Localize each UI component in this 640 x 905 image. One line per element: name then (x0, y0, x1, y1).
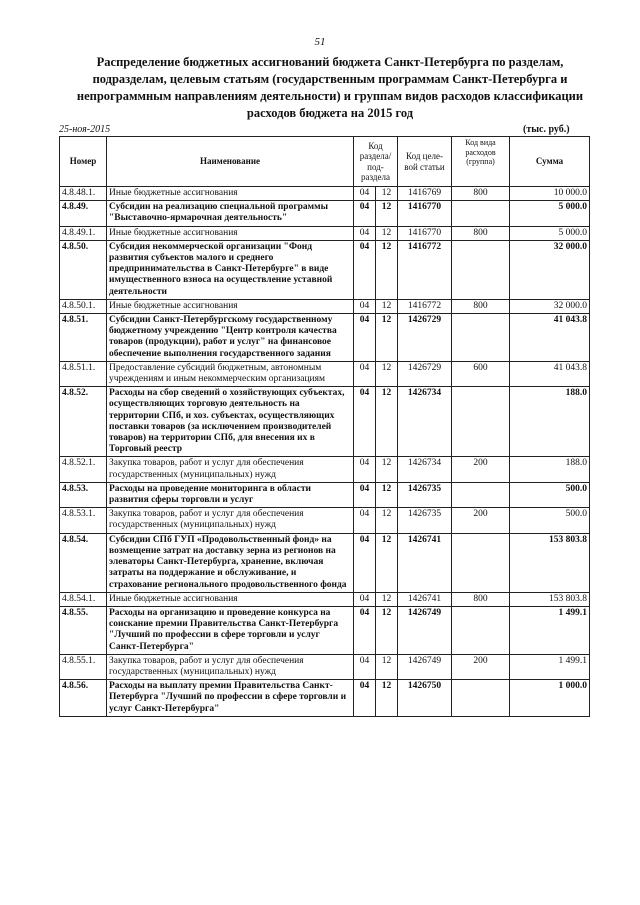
row-name: Субсидия некоммерческой организации "Фонд развития субъектов малого и среднего предпринимательства в Санкт-Петербурге" в виде имущественного взноса на осуществление уставной деятельности (107, 240, 354, 299)
row-article: 1426729 (398, 314, 452, 362)
row-number: 4.8.55. (60, 606, 107, 654)
row-sum: 500.0 (510, 508, 590, 533)
row-number: 4.8.52.1. (60, 457, 107, 482)
row-sum: 41 043.8 (510, 314, 590, 362)
row-subsection: 12 (376, 361, 398, 386)
row-expense-type: 800 (452, 592, 510, 606)
row-section: 04 (354, 654, 376, 679)
header-sum: Сумма (510, 137, 590, 187)
budget-table (59, 136, 590, 717)
row-section: 04 (354, 508, 376, 533)
table-row (60, 187, 590, 201)
row-expense-type (452, 533, 510, 592)
row-section: 04 (354, 680, 376, 717)
document-title: Распределение бюджетных ассигнований бюджета Санкт-Петербурга по разделам, подразделам, целевым статьям (государственным программам Санкт-Петербурга и непрограммным направлениям деятельности) и группам видов расходов классификации расходов бюджета на 2015 год (76, 55, 584, 120)
row-expense-type (452, 482, 510, 507)
header-article: Код целе- вой статьи (398, 137, 452, 187)
row-number: 4.8.53.1. (60, 508, 107, 533)
row-section: 04 (354, 533, 376, 592)
row-expense-type: 200 (452, 654, 510, 679)
row-section: 04 (354, 201, 376, 226)
row-subsection: 12 (376, 187, 398, 201)
row-article: 1426729 (398, 361, 452, 386)
table-row (60, 592, 590, 606)
row-section: 04 (354, 457, 376, 482)
row-section: 04 (354, 240, 376, 299)
row-number: 4.8.48.1. (60, 187, 107, 201)
table-row (60, 314, 590, 362)
row-subsection: 12 (376, 299, 398, 313)
row-article: 1426735 (398, 508, 452, 533)
row-sum: 153 803.8 (510, 592, 590, 606)
row-expense-type: 600 (452, 361, 510, 386)
table-row (60, 606, 590, 654)
row-name: Закупка товаров, работ и услуг для обеспечения государственных (муниципальных) нужд (107, 457, 354, 482)
row-expense-type: 800 (452, 187, 510, 201)
row-article: 1426735 (398, 482, 452, 507)
row-subsection: 12 (376, 592, 398, 606)
row-name: Расходы на организацию и проведение конкурса на соискание премии Правительства Санкт-Петербурга "Лучший по профессии в сфере торговли и услуг Санкт-Петербурга" (107, 606, 354, 654)
row-expense-type (452, 201, 510, 226)
row-expense-type (452, 387, 510, 457)
row-number: 4.8.53. (60, 482, 107, 507)
row-sum: 188.0 (510, 387, 590, 457)
row-name: Расходы на сбор сведений о хозяйствующих субъектах, осуществляющих торговую деятельность на территории СПб, и хоз. субъектах, осуществляющих поставки товаров (за исключением производителей товаров) на территории СПб, для внесения их в Торговый реестр (107, 387, 354, 457)
row-number: 4.8.51.1. (60, 361, 107, 386)
row-number: 4.8.54. (60, 533, 107, 592)
row-section: 04 (354, 592, 376, 606)
row-expense-type (452, 606, 510, 654)
row-name: Иные бюджетные ассигнования (107, 592, 354, 606)
row-number: 4.8.52. (60, 387, 107, 457)
row-expense-type: 800 (452, 226, 510, 240)
row-subsection: 12 (376, 240, 398, 299)
row-name: Иные бюджетные ассигнования (107, 187, 354, 201)
table-body (60, 187, 590, 717)
header-name: Наименование (107, 137, 354, 187)
row-number: 4.8.54.1. (60, 592, 107, 606)
row-sum: 1 000.0 (510, 680, 590, 717)
table-row (60, 654, 590, 679)
row-name: Расходы на выплату премии Правительства Санкт-Петербурга "Лучший по профессии в сфере торговли и услуг Санкт-Петербурга" (107, 680, 354, 717)
row-sum: 1 499.1 (510, 606, 590, 654)
row-number: 4.8.50. (60, 240, 107, 299)
row-section: 04 (354, 299, 376, 313)
row-number: 4.8.55.1. (60, 654, 107, 679)
table-row (60, 201, 590, 226)
row-article: 1416770 (398, 201, 452, 226)
row-article: 1426741 (398, 592, 452, 606)
document-date: 25-ноя-2015 (59, 124, 111, 135)
row-subsection: 12 (376, 533, 398, 592)
row-section: 04 (354, 387, 376, 457)
row-subsection: 12 (376, 201, 398, 226)
row-sum: 153 803.8 (510, 533, 590, 592)
table-row (60, 533, 590, 592)
row-number: 4.8.49. (60, 201, 107, 226)
row-article: 1426734 (398, 387, 452, 457)
row-name: Субсидии на реализацию специальной программы "Выставочно-ярмарочная деятельность" (107, 201, 354, 226)
row-number: 4.8.51. (60, 314, 107, 362)
row-name: Иные бюджетные ассигнования (107, 299, 354, 313)
row-subsection: 12 (376, 654, 398, 679)
table-row (60, 508, 590, 533)
row-article: 1426734 (398, 457, 452, 482)
table-row (60, 240, 590, 299)
table-row (60, 387, 590, 457)
row-name: Расходы на проведение мониторинга в области развития сферы торговли и услуг (107, 482, 354, 507)
row-subsection: 12 (376, 226, 398, 240)
row-section: 04 (354, 226, 376, 240)
row-name: Закупка товаров, работ и услуг для обеспечения государственных (муниципальных) нужд (107, 508, 354, 533)
row-section: 04 (354, 361, 376, 386)
row-article: 1426741 (398, 533, 452, 592)
row-name: Закупка товаров, работ и услуг для обеспечения государственных (муниципальных) нужд (107, 654, 354, 679)
row-section: 04 (354, 606, 376, 654)
row-sum: 188.0 (510, 457, 590, 482)
row-subsection: 12 (376, 314, 398, 362)
row-sum: 1 499.1 (510, 654, 590, 679)
row-subsection: 12 (376, 387, 398, 457)
row-expense-type: 200 (452, 457, 510, 482)
row-section: 04 (354, 482, 376, 507)
row-number: 4.8.56. (60, 680, 107, 717)
table-row (60, 226, 590, 240)
row-name: Субсидии СПб ГУП «Продовольственный фонд» на возмещение затрат на доставку зерна из регионов на элеваторы Санкт-Петербурга, хранение, включая затраты на поддержание и обслуживание, и страхование регионального продовольственного фонда (107, 533, 354, 592)
row-article: 1426750 (398, 680, 452, 717)
row-article: 1426749 (398, 654, 452, 679)
row-article: 1416770 (398, 226, 452, 240)
row-subsection: 12 (376, 457, 398, 482)
row-expense-type (452, 314, 510, 362)
row-number: 4.8.49.1. (60, 226, 107, 240)
row-name: Иные бюджетные ассигнования (107, 226, 354, 240)
row-article: 1416772 (398, 299, 452, 313)
row-article: 1416772 (398, 240, 452, 299)
row-expense-type (452, 680, 510, 717)
row-sum: 32 000.0 (510, 240, 590, 299)
row-subsection: 12 (376, 482, 398, 507)
row-subsection: 12 (376, 680, 398, 717)
row-subsection: 12 (376, 508, 398, 533)
table-row (60, 457, 590, 482)
row-sum: 500.0 (510, 482, 590, 507)
page-number: 51 (314, 36, 326, 48)
row-sum: 32 000.0 (510, 299, 590, 313)
row-expense-type: 200 (452, 508, 510, 533)
row-article: 1416769 (398, 187, 452, 201)
row-expense-type: 800 (452, 299, 510, 313)
units-label: (тыс. руб.) (523, 124, 570, 135)
row-sum: 10 000.0 (510, 187, 590, 201)
row-sum: 5 000.0 (510, 226, 590, 240)
header-expense-type: Код вида расходов (группа) (452, 137, 510, 187)
header-section: Код раздела/ под- раздела (354, 137, 398, 187)
row-article: 1426749 (398, 606, 452, 654)
table-row (60, 680, 590, 717)
row-subsection: 12 (376, 606, 398, 654)
row-name: Субсидии Санкт-Петербургскому государственному бюджетному учреждению "Центр контроля качества товаров (продукции), работ и услуг" на финансовое обеспечение выполнения государственного задания (107, 314, 354, 362)
row-name: Предоставление субсидий бюджетным, автономным учреждениям и иным некоммерческим организациям (107, 361, 354, 386)
row-number: 4.8.50.1. (60, 299, 107, 313)
header-number: Номер (60, 137, 107, 187)
row-section: 04 (354, 187, 376, 201)
row-sum: 41 043.8 (510, 361, 590, 386)
table-row (60, 361, 590, 386)
table-row (60, 482, 590, 507)
row-expense-type (452, 240, 510, 299)
row-sum: 5 000.0 (510, 201, 590, 226)
table-row (60, 299, 590, 313)
row-section: 04 (354, 314, 376, 362)
